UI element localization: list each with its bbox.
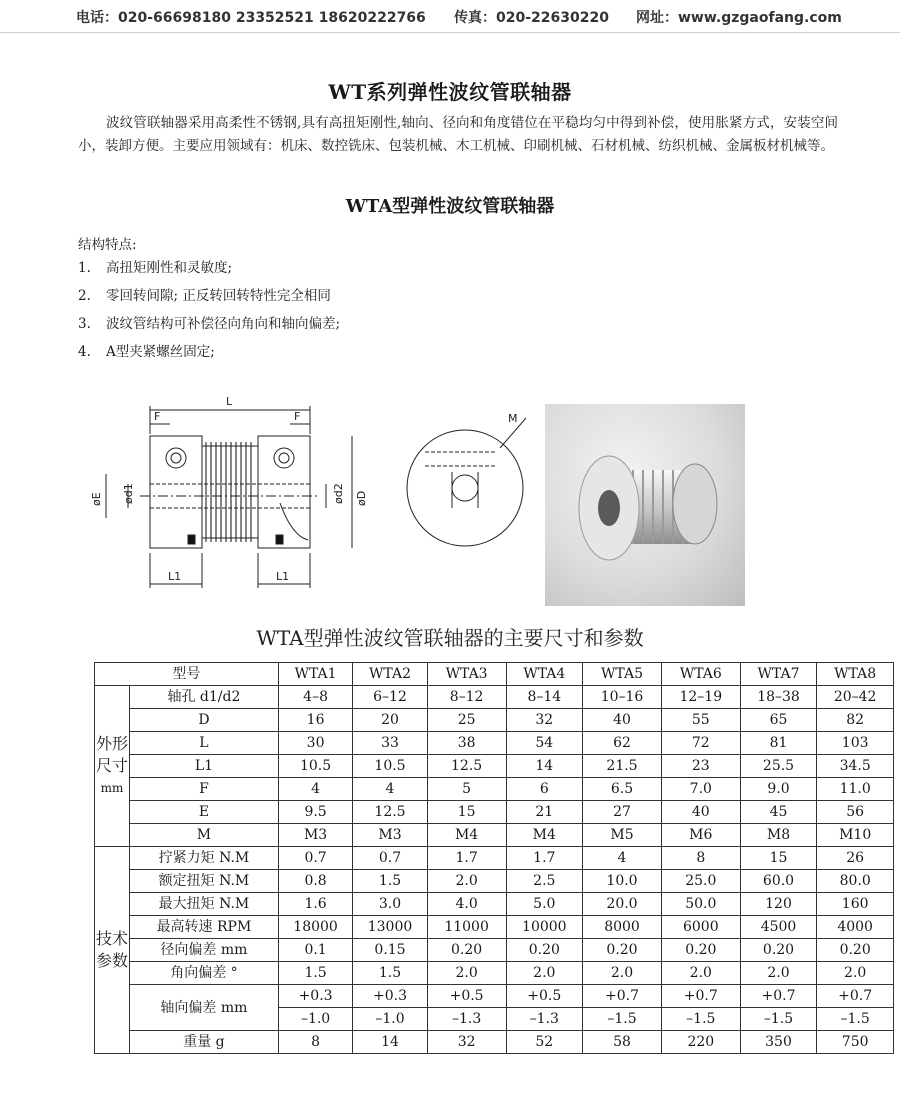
phone-text: 电话：020-66698180 23352521 18620222766 [76, 10, 426, 26]
screw-icon [274, 448, 294, 468]
table-row [95, 893, 894, 916]
table-cell: 6–12 [353, 686, 427, 709]
table-cell: 0.7 [353, 847, 427, 870]
bellows-icon [202, 442, 258, 542]
table-cell: 350 [740, 1031, 817, 1054]
group-label-technical: 技术参数 [95, 847, 130, 1054]
table-cell: 55 [661, 709, 740, 732]
dim-label-L1: L1 [276, 570, 290, 583]
table-row [95, 709, 894, 732]
table-cell: +0.5 [427, 985, 506, 1008]
table-cell: 10000 [506, 916, 583, 939]
table-row [95, 778, 894, 801]
table-row [95, 801, 894, 824]
table-cell: 2.0 [661, 962, 740, 985]
table-cell: 6000 [661, 916, 740, 939]
table-cell: 3.0 [353, 893, 427, 916]
dim-label-F: F [154, 410, 161, 423]
table-cell: 11.0 [817, 778, 894, 801]
table-cell: 2.0 [427, 870, 506, 893]
header-cell: WTA6 [661, 663, 740, 686]
table-cell: 32 [427, 1031, 506, 1054]
table-cell: 34.5 [817, 755, 894, 778]
table-cell: 14 [353, 1031, 427, 1054]
table-cell: –1.5 [583, 1008, 662, 1031]
table-cell: 33 [353, 732, 427, 755]
table-cell: 拧紧力矩 N.M [130, 847, 279, 870]
table-row [95, 755, 894, 778]
table-cell: 4–8 [278, 686, 352, 709]
table-cell: 径向偏差 mm [130, 939, 279, 962]
table-cell: 52 [506, 1031, 583, 1054]
table-cell: 21.5 [583, 755, 662, 778]
table-cell: 额定扭矩 N.M [130, 870, 279, 893]
table-cell: E [130, 801, 279, 824]
table-cell: 16 [278, 709, 352, 732]
table-cell: 0.20 [583, 939, 662, 962]
table-cell: 15 [427, 801, 506, 824]
table-cell: 1.7 [427, 847, 506, 870]
table-cell: D [130, 709, 279, 732]
table-cell: L1 [130, 755, 279, 778]
page-title: WT系列弹性波纹管联轴器 [328, 80, 572, 104]
table-cell: 2.5 [506, 870, 583, 893]
table-cell: M6 [661, 824, 740, 847]
table-cell: 14 [506, 755, 583, 778]
table-cell: 20–42 [817, 686, 894, 709]
fax-text: 传真：020-22630220 [454, 10, 609, 26]
table-cell: 80.0 [817, 870, 894, 893]
table-cell: 角向偏差 ° [130, 962, 279, 985]
table-cell: M3 [278, 824, 352, 847]
table-cell: 6 [506, 778, 583, 801]
table-cell: 4.0 [427, 893, 506, 916]
dim-label-L: L [226, 395, 233, 408]
table-cell: 54 [506, 732, 583, 755]
table-cell: 15 [740, 847, 817, 870]
dim-label-D: øD [355, 490, 368, 506]
table-row [95, 962, 894, 985]
table-row [95, 847, 894, 870]
table-row [95, 732, 894, 755]
dim-label-E: øE [90, 492, 103, 506]
contact-bar [0, 0, 900, 33]
table-cell: 2.0 [427, 962, 506, 985]
table-row [95, 939, 894, 962]
table-cell: 56 [817, 801, 894, 824]
table-cell: M8 [740, 824, 817, 847]
table-cell: 32 [506, 709, 583, 732]
table-cell: +0.7 [817, 985, 894, 1008]
features-heading: 结构特点: [78, 237, 137, 253]
table-cell: 65 [740, 709, 817, 732]
table-cell: 12.5 [427, 755, 506, 778]
table-row [95, 686, 894, 709]
header-cell: WTA8 [817, 663, 894, 686]
table-cell: 25.5 [740, 755, 817, 778]
table-cell: 81 [740, 732, 817, 755]
table-cell: 1.5 [353, 870, 427, 893]
table-cell: –1.0 [353, 1008, 427, 1031]
table-cell: 2.0 [506, 962, 583, 985]
table-cell: 8–12 [427, 686, 506, 709]
table-cell: 2.0 [583, 962, 662, 985]
section-title: WTA型弹性波纹管联轴器 [345, 196, 555, 217]
table-cell: M4 [506, 824, 583, 847]
table-cell: 最高转速 RPM [130, 916, 279, 939]
table-cell: +0.3 [353, 985, 427, 1008]
table-cell: 82 [817, 709, 894, 732]
table-cell: 0.20 [427, 939, 506, 962]
table-cell: 30 [278, 732, 352, 755]
header-cell: WTA2 [353, 663, 427, 686]
table-cell: L [130, 732, 279, 755]
table-cell: 0.20 [506, 939, 583, 962]
list-item: 2. 零回转间隙; 正反转回转特性完全相同 [78, 288, 331, 304]
table-cell: 12.5 [353, 801, 427, 824]
dim-label-F: F [294, 410, 301, 423]
table-cell: 10–16 [583, 686, 662, 709]
group-label-dimensions: 外形尺寸 mm [95, 686, 130, 847]
website-link[interactable]: 网址：www.gzgaofang.com [636, 10, 842, 26]
table-cell: 1.5 [278, 962, 352, 985]
table-cell: 9.0 [740, 778, 817, 801]
table-cell: 2.0 [817, 962, 894, 985]
table-cell: 0.1 [278, 939, 352, 962]
spec-table [94, 662, 894, 1054]
product-photo [545, 404, 745, 606]
table-cell: +0.7 [740, 985, 817, 1008]
table-cell: 10.5 [278, 755, 352, 778]
table-cell: 38 [427, 732, 506, 755]
intro-paragraph: 波纹管联轴器采用高柔性不锈钢,具有高扭矩刚性,轴向、径向和角度错位在平稳均匀中得到补偿，使用胀紧方式，安装空间小，装卸方便。主要应用领域有：机床、数控铣床、包装机械、木工机械、印刷机械、石材机械、纺织机械、金属板材机械等。 [78, 115, 838, 154]
table-cell: 10.5 [353, 755, 427, 778]
table-cell: 50.0 [661, 893, 740, 916]
table-cell: 25 [427, 709, 506, 732]
table-cell: M4 [427, 824, 506, 847]
table-cell: 0.20 [661, 939, 740, 962]
table-cell: 7.0 [661, 778, 740, 801]
table-cell: 160 [817, 893, 894, 916]
table-cell: 6.5 [583, 778, 662, 801]
table-cell: –1.0 [278, 1008, 352, 1031]
table-cell: 20.0 [583, 893, 662, 916]
table-cell: –1.3 [506, 1008, 583, 1031]
table-cell: +0.7 [661, 985, 740, 1008]
header-cell: WTA5 [583, 663, 662, 686]
table-cell: 8 [661, 847, 740, 870]
end-view-icon [407, 430, 523, 546]
table-cell: 4 [583, 847, 662, 870]
table-cell: –1.3 [427, 1008, 506, 1031]
table-cell: 72 [661, 732, 740, 755]
table-cell: 0.7 [278, 847, 352, 870]
table-cell: 轴向偏差 mm [130, 985, 279, 1031]
table-cell: 8–14 [506, 686, 583, 709]
dim-label-L1: L1 [168, 570, 182, 583]
table-cell: 23 [661, 755, 740, 778]
table-cell: 62 [583, 732, 662, 755]
dim-label-M: M [508, 412, 518, 425]
table-cell: 8000 [583, 916, 662, 939]
table-cell: 60.0 [740, 870, 817, 893]
table-cell: 8 [278, 1031, 352, 1054]
table-cell: 750 [817, 1031, 894, 1054]
table-cell: 18–38 [740, 686, 817, 709]
header-cell: 型号 [95, 663, 279, 686]
screw-icon [166, 448, 186, 468]
table-cell: M3 [353, 824, 427, 847]
features-list [78, 258, 340, 370]
dim-label-d1: ød1 [122, 483, 135, 504]
table-cell: 10.0 [583, 870, 662, 893]
table-cell: 40 [661, 801, 740, 824]
table-cell: M10 [817, 824, 894, 847]
table-row [95, 870, 894, 893]
table-cell: 9.5 [278, 801, 352, 824]
table-cell: F [130, 778, 279, 801]
list-item: 3. 波纹管结构可补偿径向角向和轴向偏差; [78, 316, 341, 332]
table-cell: –1.5 [817, 1008, 894, 1031]
header-cell: WTA4 [506, 663, 583, 686]
table-cell: 4 [353, 778, 427, 801]
table-cell: 21 [506, 801, 583, 824]
table-cell: 58 [583, 1031, 662, 1054]
table-cell: 12–19 [661, 686, 740, 709]
table-cell: 11000 [427, 916, 506, 939]
table-cell: 重量 g [130, 1031, 279, 1054]
table-cell: +0.3 [278, 985, 352, 1008]
table-row [95, 824, 894, 847]
table-cell: 0.20 [740, 939, 817, 962]
technical-drawing [80, 388, 530, 598]
table-cell: 4500 [740, 916, 817, 939]
table-cell: 27 [583, 801, 662, 824]
table-cell: 103 [817, 732, 894, 755]
list-item: 1. 高扭矩刚性和灵敏度; [78, 260, 233, 276]
table-cell: 26 [817, 847, 894, 870]
table-cell: M5 [583, 824, 662, 847]
table-cell: 1.6 [278, 893, 352, 916]
table-cell: 20 [353, 709, 427, 732]
header-cell: WTA3 [427, 663, 506, 686]
table-cell: M [130, 824, 279, 847]
table-cell: –1.5 [740, 1008, 817, 1031]
table-row [95, 663, 894, 686]
table-cell: 5.0 [506, 893, 583, 916]
table-cell: 25.0 [661, 870, 740, 893]
table-cell: 最大扭矩 N.M [130, 893, 279, 916]
table-cell: 120 [740, 893, 817, 916]
table-cell: +0.7 [583, 985, 662, 1008]
table-cell: 1.7 [506, 847, 583, 870]
table-cell: 0.20 [817, 939, 894, 962]
table-cell: 18000 [278, 916, 352, 939]
table-cell: 1.5 [353, 962, 427, 985]
table-row [95, 916, 894, 939]
table-cell: 13000 [353, 916, 427, 939]
table-row [95, 985, 894, 1008]
table-title: WTA型弹性波纹管联轴器的主要尺寸和参数 [256, 626, 644, 650]
table-row [95, 1031, 894, 1054]
table-cell: +0.5 [506, 985, 583, 1008]
table-cell: 45 [740, 801, 817, 824]
table-cell: 220 [661, 1031, 740, 1054]
table-cell: –1.5 [661, 1008, 740, 1031]
table-cell: 2.0 [740, 962, 817, 985]
table-cell: 4 [278, 778, 352, 801]
table-cell: 0.15 [353, 939, 427, 962]
table-cell: 0.8 [278, 870, 352, 893]
table-cell: 5 [427, 778, 506, 801]
table-cell: 40 [583, 709, 662, 732]
header-cell: WTA1 [278, 663, 352, 686]
coupling-icon [545, 404, 745, 606]
list-item: 4. A型夹紧螺丝固定; [78, 344, 215, 360]
dim-label-d2: ød2 [332, 483, 345, 504]
table-cell: 4000 [817, 916, 894, 939]
table-cell: 轴孔 d1/d2 [130, 686, 279, 709]
header-cell: WTA7 [740, 663, 817, 686]
